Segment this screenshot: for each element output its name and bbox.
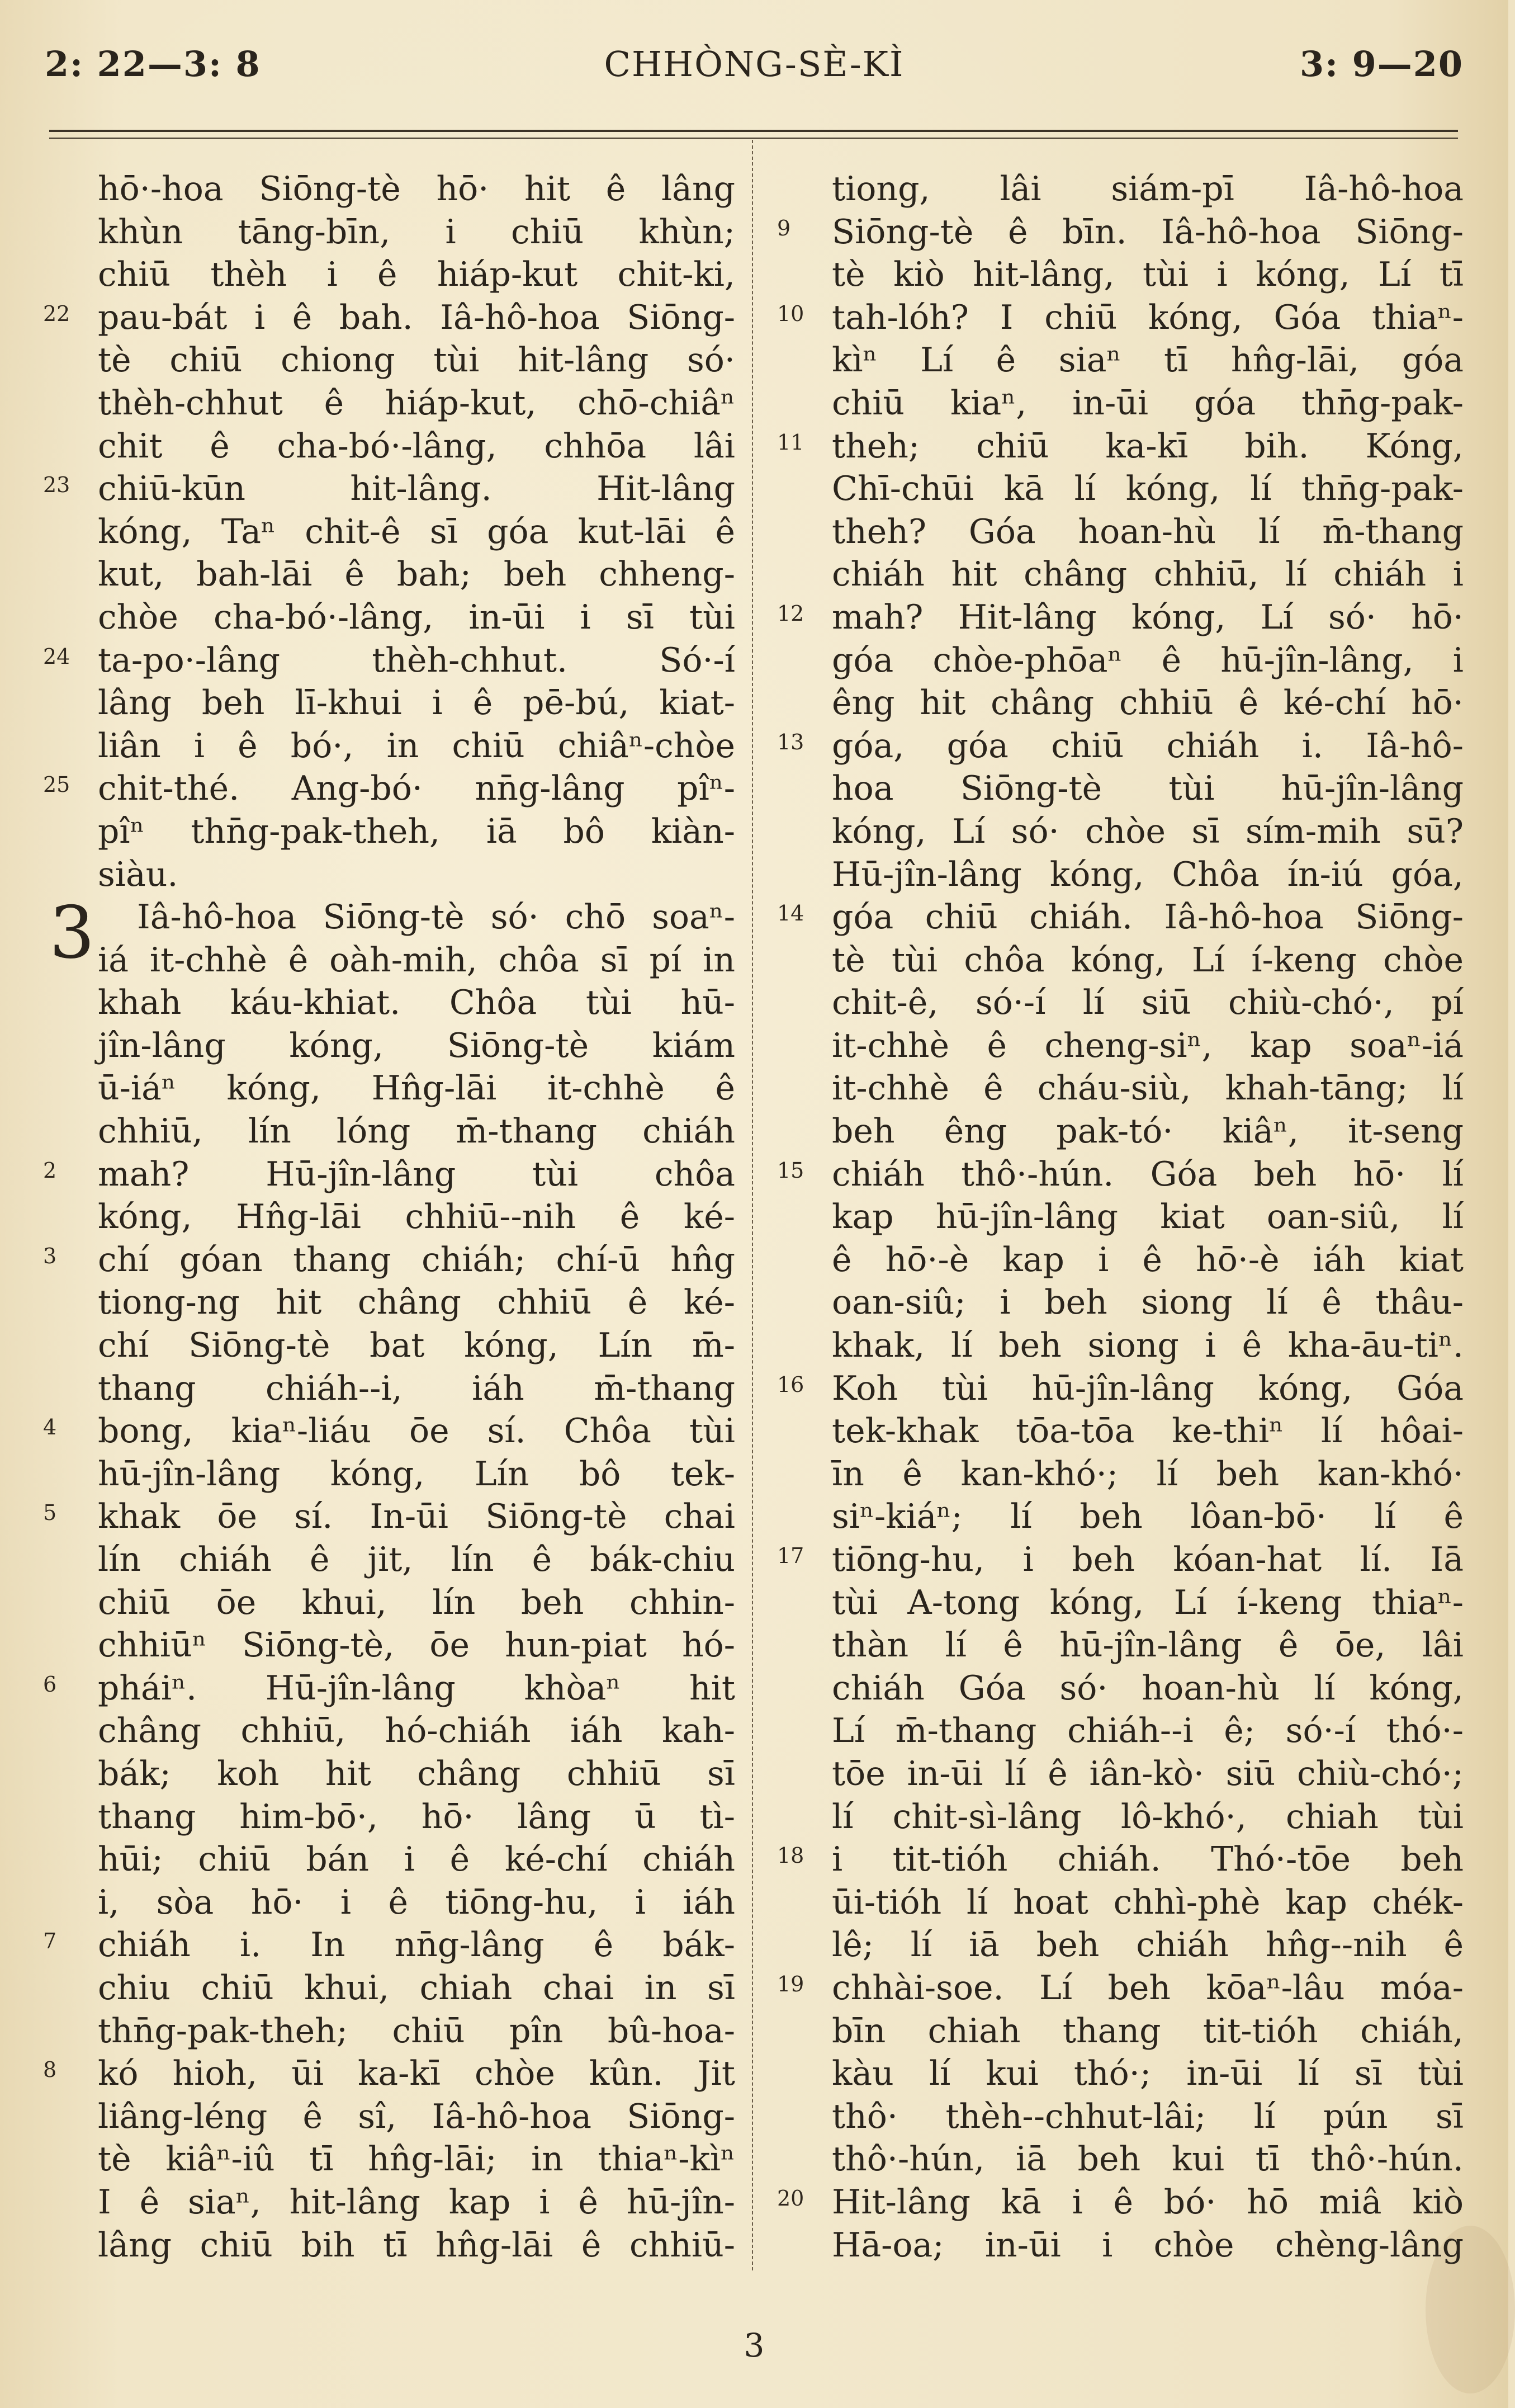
header-title: CHHÒNG-SÈ-KÌ [604,44,905,84]
line-text: kó hioh, ūi ka-kī chòe kûn. Jit [98,2054,735,2094]
line-text: Koh tùi hū-jîn-lâng kóng, Góa [832,1368,1464,1408]
left-text-line [98,596,735,639]
left-text-line [43,1667,735,1710]
line-text: tiōng-hu, i beh kóan-hat lí. Iā [832,1540,1464,1579]
left-text-line [98,896,735,939]
verse-number: 25 [43,772,70,797]
line-text: Hū-jîn-lâng kóng, Chôa ín-iú góa, [832,854,1464,894]
line-text: Hā-oa; in-ūi i chòe chèng-lâng [832,2225,1464,2265]
left-text-line [98,425,735,468]
line-text: ta-po·-lâng thèh-chhut. Só·-í [98,640,735,680]
line-text: tè kiâⁿ-iû tī hn̂g-lāi; in thiaⁿ-kìⁿ [98,2140,735,2179]
line-text: thô· thèh--chhut-lâi; lí pún sī [832,2097,1464,2136]
right-text-line [832,1881,1464,1924]
verse-number: 20 [777,2185,804,2211]
right-text-line [832,1667,1464,1710]
verse-number: 11 [777,429,804,455]
line-text: lâng chiū bih tī hn̂g-lāi ê chhiū- [98,2225,735,2265]
line-text: liân i ê bó·, in chiū chiâⁿ-chòe [98,726,735,766]
chapter-number: 3 [49,891,95,975]
right-text-line [832,468,1464,511]
line-text: lí chit-sì-lâng lô-khó·, chiah tùi [832,1797,1464,1836]
left-text-line [98,1881,735,1924]
right-text-line [832,2052,1464,2095]
right-text-line [832,2010,1464,2053]
left-text-line [98,981,735,1024]
right-text-column [777,168,1464,2267]
left-text-line [98,2095,735,2138]
line-text: kìⁿ Lí ê siaⁿ tī hn̂g-lāi, góa [832,341,1464,380]
left-text-line [98,853,735,896]
right-text-line [832,1239,1464,1282]
line-text: Chī-chūi kā lí kóng, lí thn̄g-pak- [832,469,1464,509]
line-text: góa chiū chiáh. Iâ-hô-hoa Siōng- [832,898,1464,937]
line-text: jîn-lâng kóng, Siōng-tè kiám [98,1026,735,1065]
left-text-line [98,810,735,853]
right-text-line [832,639,1464,682]
left-text-line [98,211,735,254]
line-text: Iâ-hô-hoa Siōng-tè só· chō soaⁿ- [137,898,735,937]
left-text-line [98,2224,735,2267]
line-text: Hit-lâng kā i ê bó· hō miâ kiò [832,2182,1464,2222]
line-text: chiū kiaⁿ, in-ūi góa thn̄g-pak- [832,383,1464,423]
verse-number: 14 [777,901,804,926]
right-text-line [777,1367,1464,1410]
line-text: beh êng pak-tó· kiâⁿ, it-seng [832,1112,1464,1151]
verse-number: 9 [777,215,791,240]
line-text: chit-thé. Ang-bó· nn̄g-lâng pîⁿ- [98,769,735,809]
left-text-line [98,1710,735,1753]
right-text-line [777,596,1464,639]
header-right-reference: 3: 9—20 [1299,44,1464,84]
verse-number: 6 [43,1672,57,1697]
line-text: tè chiū chiong tùi hit-lâng só· [98,341,735,380]
right-text-line [832,1324,1464,1367]
line-text: hūi; chiū bán i ê ké-chí chiáh [98,1840,735,1880]
right-text-line [832,2224,1464,2267]
line-text: tùi A-tong kóng, Lí í-keng thiaⁿ- [832,1583,1464,1622]
left-text-line [98,725,735,768]
right-text-line [832,767,1464,810]
line-text: theh; chiū ka-kī bih. Kóng, [832,426,1464,466]
left-text-line [43,767,735,810]
line-text: ê hō·-è kap i ê hō·-è iáh kiat [832,1240,1464,1279]
line-text: hū-jîn-lâng kóng, Lín bô tek- [98,1454,735,1494]
right-text-line [832,1110,1464,1153]
left-text-line [98,1110,735,1153]
left-text-line [98,1024,735,1068]
line-text: kóng, Taⁿ chit-ê sī góa kut-lāi ê [98,512,735,551]
line-text: chiū thèh i ê hiáp-kut chit-ki, [98,255,735,295]
line-text: thô·-hún, iā beh kui tī thô·-hún. [832,2140,1464,2179]
right-text-line [777,425,1464,468]
line-text: iá it-chhè ê oàh-mih, chôa sī pí in [98,940,735,980]
line-text: i, sòa hō· i ê tiōng-hu, i iáh [98,1882,735,1922]
right-text-line [832,1753,1464,1796]
verse-number: 10 [777,301,804,326]
right-text-line [777,211,1464,254]
line-text: chiū-kūn hit-lâng. Hit-lâng [98,469,735,509]
line-text: kóng, Lí só· chòe sī sím-mih sū? [832,811,1464,851]
left-text-line [43,1410,735,1453]
line-text: hō·-hoa Siōng-tè hō· hit ê lâng [98,169,735,209]
right-text-line [777,896,1464,939]
line-text: kàu lí kui thó·; in-ūi lí sī tùi [832,2054,1464,2094]
verse-number: 3 [43,1243,57,1268]
right-text-line [777,1538,1464,1581]
header-rule-thin [49,138,1458,139]
verse-number: 17 [777,1543,804,1568]
line-text: thang chiáh--i, iáh m̄-thang [98,1368,735,1408]
verse-number: 15 [777,1158,804,1183]
left-text-line [98,1367,735,1410]
left-text-line [43,1495,735,1538]
line-text: bák; koh hit châng chhiū sī [98,1754,735,1793]
line-text: tè kiò hit-lâng, tùi i kóng, Lí tī [832,255,1464,295]
left-text-line [98,1067,735,1110]
line-text: hoa Siōng-tè tùi hū-jîn-lâng [832,769,1464,809]
line-text: siⁿ-kiáⁿ; lí beh lôan-bō· lí ê [832,1497,1464,1537]
line-text: pháiⁿ. Hū-jîn-lâng khòaⁿ hit [98,1668,735,1708]
left-text-line [98,339,735,382]
line-text: īn ê kan-khó·; lí beh kan-khó· [832,1454,1464,1494]
line-text: kóng, Hn̂g-lāi chhiū--nih ê ké- [98,1197,735,1237]
right-text-line [832,511,1464,554]
verse-number: 19 [777,1971,804,1996]
verse-number: 18 [777,1843,804,1868]
line-text: tah-lóh? I chiū kóng, Góa thiaⁿ- [832,298,1464,337]
left-text-line [98,1967,735,2010]
right-text-line [832,1924,1464,1967]
verse-number: 23 [43,473,70,498]
line-text: tè tùi chôa kóng, Lí í-keng chòe [832,940,1464,980]
right-text-line [832,1067,1464,1110]
right-text-line [832,1495,1464,1538]
right-text-line [832,339,1464,382]
verse-number: 24 [43,644,70,669]
line-text: ū-iáⁿ kóng, Hn̂g-lāi it-chhè ê [98,1069,735,1108]
line-text: tiong, lâi siám-pī Iâ-hô-hoa [832,169,1464,209]
line-text: bong, kiaⁿ-liáu ōe sí. Chôa tùi [98,1411,735,1451]
left-text-line [98,1838,735,1881]
left-text-line [98,1624,735,1667]
line-text: châng chhiū, hó-chiáh iáh kah- [98,1711,735,1751]
line-text: chiáh Góa só· hoan-hù lí kóng, [832,1668,1464,1708]
right-text-line [832,253,1464,296]
left-text-line [98,511,735,554]
right-text-line [832,168,1464,211]
line-text: pau-bát i ê bah. Iâ-hô-hoa Siōng- [98,298,735,337]
line-text: Lí m̄-thang chiáh--i ê; só·-í thó·- [832,1711,1464,1751]
line-text: lâng beh lī-khui i ê pē-bú, kiat- [98,683,735,723]
line-text: I ê siaⁿ, hit-lâng kap i ê hū-jîn- [98,2182,735,2222]
line-text: kut, bah-lāi ê bah; beh chheng- [98,555,735,594]
page-number: 3 [744,2326,765,2364]
header-rule-thick [49,130,1458,132]
right-text-line [832,810,1464,853]
verse-number: 16 [777,1372,804,1397]
line-text: bīn chiah thang tit-tióh chiáh, [832,2011,1464,2051]
line-text: khùn tāng-bīn, i chiū khùn; [98,212,735,252]
line-text: chòe cha-bó·-lâng, in-ūi i sī tùi [98,597,735,637]
left-text-line [98,1281,735,1324]
line-text: Siōng-tè ê bīn. Iâ-hô-hoa Siōng- [832,212,1464,252]
running-header [45,44,1464,94]
line-text: lê; lí iā beh chiáh hn̂g--nih ê [832,1925,1464,1965]
line-text: chiu chiū khui, chiah chai in sī [98,1968,735,2008]
line-text: liâng-léng ê sî, Iâ-hô-hoa Siōng- [98,2097,735,2136]
line-text: it-chhè ê cháu-siù, khah-tāng; lí [832,1069,1464,1108]
line-text: mah? Hū-jîn-lâng tùi chôa [98,1154,735,1194]
line-text: kap hū-jîn-lâng kiat oan-siû, lí [832,1197,1464,1237]
left-text-line [98,1753,735,1796]
right-text-line [832,2138,1464,2181]
left-text-line [98,1196,735,1239]
line-text: chiū ōe khui, lín beh chhin- [98,1583,735,1622]
left-text-line [98,2138,735,2181]
right-text-line [832,939,1464,982]
right-text-line [832,2095,1464,2138]
right-text-line [832,1410,1464,1453]
left-text-line [43,639,735,682]
right-text-line [832,853,1464,896]
line-text: thn̄g-pak-theh; chiū pîn bû-hoa- [98,2011,735,2051]
left-text-line [98,253,735,296]
left-text-line [98,553,735,596]
left-text-line [98,682,735,725]
line-text: góa chòe-phōaⁿ ê hū-jîn-lâng, i [832,640,1464,680]
right-text-line [777,1967,1464,2010]
right-text-line [777,1153,1464,1196]
verse-number: 12 [777,601,804,626]
left-text-line [43,1239,735,1282]
line-text: êng hit châng chhiū ê ké-chí hō· [832,683,1464,723]
left-text-line [98,2010,735,2053]
left-text-line [98,1453,735,1496]
right-text-line [832,1024,1464,1068]
line-text: chí góan thang chiáh; chí-ū hn̂g [98,1240,735,1279]
line-text: lín chiáh ê jit, lín ê bák-chiu [98,1540,735,1579]
verse-number: 2 [43,1158,57,1183]
verse-number: 7 [43,1929,57,1954]
verse-number: 22 [43,301,70,326]
left-text-line [43,2052,735,2095]
line-text: khak, lí beh siong i ê kha-āu-tiⁿ. [832,1326,1464,1366]
line-text: góa, góa chiū chiáh i. Iâ-hô- [832,726,1464,766]
line-text: chiáh thô·-hún. Góa beh hō· lí [832,1154,1464,1194]
line-text: chhiūⁿ Siōng-tè, ōe hun-piat hó- [98,1626,735,1665]
line-text: chiáh i. In nn̄g-lâng ê bák- [98,1925,735,1965]
right-text-line [777,2181,1464,2224]
right-text-line [832,1281,1464,1324]
line-text: ūi-tióh lí hoat chhì-phè kap chék- [832,1882,1464,1922]
left-text-line [98,939,735,982]
header-left-reference: 2: 22—3: 8 [45,44,261,84]
right-text-line [832,1453,1464,1496]
line-text: chit-ê, só·-í lí siū chiù-chó·, pí [832,983,1464,1023]
left-text-line [98,1324,735,1367]
line-text: chhiū, lín lóng m̄-thang chiáh [98,1112,735,1151]
left-text-line [98,1796,735,1839]
line-text: theh? Góa hoan-hù lí m̄-thang [832,512,1464,551]
left-text-line [43,1924,735,1967]
right-text-line [832,1796,1464,1839]
right-text-line [832,1196,1464,1239]
left-text-line [98,168,735,211]
right-text-line [832,1581,1464,1625]
left-text-line [43,1153,735,1196]
left-text-line [98,382,735,425]
right-text-line [777,296,1464,339]
line-text: thàn lí ê hū-jîn-lâng ê ōe, lâi [832,1626,1464,1665]
line-text: chit ê cha-bó·-lâng, chhōa lâi [98,426,735,466]
left-text-line [43,296,735,339]
line-text: chhài-soe. Lí beh kōaⁿ-lâu móa- [832,1968,1464,2008]
line-text: thang him-bō·, hō· lâng ū tì- [98,1797,735,1836]
verse-number: 5 [43,1500,57,1526]
right-text-line [832,981,1464,1024]
line-text: i tit-tióh chiáh. Thó·-tōe beh [832,1840,1464,1880]
right-text-line [832,382,1464,425]
line-text: thèh-chhut ê hiáp-kut, chō-chiâⁿ [98,383,735,423]
line-text: khah káu-khiat. Chôa tùi hū- [98,983,735,1023]
right-text-line [832,1624,1464,1667]
line-text: tiong-ng hit châng chhiū ê ké- [98,1283,735,1323]
verse-number: 8 [43,2057,57,2083]
verse-number: 4 [43,1415,57,1440]
line-text: chí Siōng-tè bat kóng, Lín m̄- [98,1326,735,1366]
line-text: chiáh hit châng chhiū, lí chiáh i [832,555,1464,594]
line-text: mah? Hit-lâng kóng, Lí só· hō· [832,597,1464,637]
line-text: it-chhè ê cheng-siⁿ, kap soaⁿ-iá [832,1026,1464,1065]
column-divider [752,140,753,2270]
right-text-line [832,1710,1464,1753]
right-text-line [832,682,1464,725]
right-text-line [832,553,1464,596]
verse-number: 13 [777,729,804,754]
left-text-line [43,468,735,511]
line-text: siàu. [98,854,178,894]
line-text: khak ōe sí. In-ūi Siōng-tè chai [98,1497,735,1537]
line-text: tek-khak tōa-tōa ke-thiⁿ lí hôai- [832,1411,1464,1451]
right-text-line [777,725,1464,768]
line-text: pîⁿ thn̄g-pak-theh, iā bô kiàn- [98,811,735,851]
right-text-line [777,1838,1464,1881]
left-text-line [98,1581,735,1625]
line-text: oan-siû; i beh siong lí ê thâu- [832,1283,1464,1323]
left-text-column [43,168,735,2267]
line-text: tōe in-ūi lí ê iân-kò· siū chiù-chó·; [832,1754,1464,1793]
left-text-line [98,1538,735,1581]
left-text-line [98,2181,735,2224]
